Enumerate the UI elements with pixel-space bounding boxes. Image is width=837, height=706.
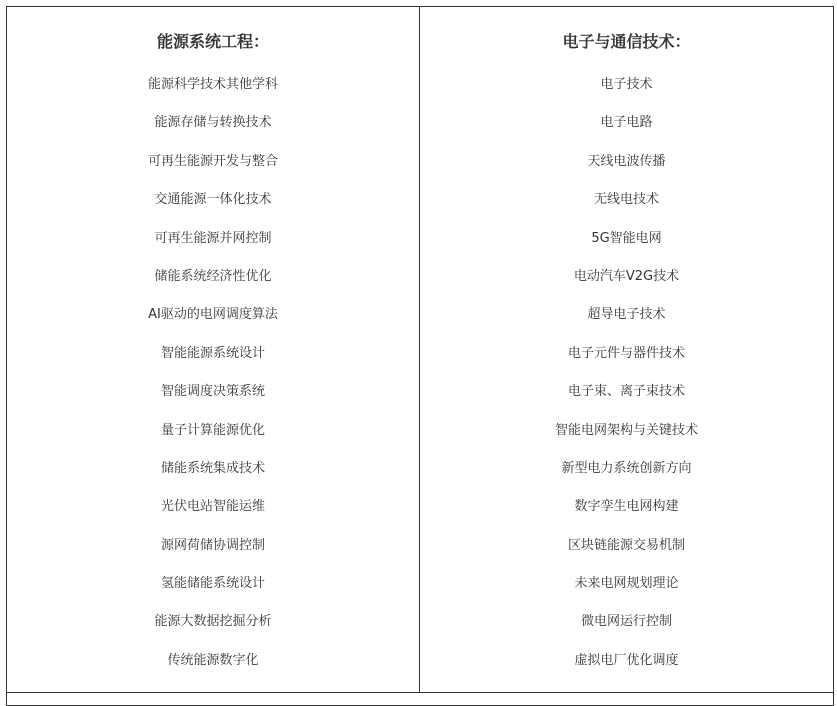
topic-item: 可再生能源并网控制 <box>154 230 272 246</box>
energy-systems-column <box>7 7 420 693</box>
topic-item: 5G智能电网 <box>591 230 662 246</box>
electronics-communication-column <box>420 7 834 693</box>
topic-item: 电子电路 <box>600 115 653 131</box>
topic-item: 无线电技术 <box>593 192 659 208</box>
topic-item: 储能系统经济性优化 <box>154 268 272 284</box>
topic-item: 可再生能源开发与整合 <box>147 153 278 169</box>
topic-item: 能源大数据挖掘分析 <box>154 614 272 630</box>
topic-item: 数字孪生电网构建 <box>574 499 679 515</box>
topic-item: 智能电网架构与关键技术 <box>554 422 698 438</box>
energy-systems-topic-list <box>7 66 419 680</box>
topic-item: 能源科学技术其他学科 <box>147 77 278 92</box>
topic-item: 光伏电站智能运维 <box>160 499 265 515</box>
topic-item: 源网荷储协调控制 <box>160 537 265 553</box>
topic-item: 量子计算能源优化 <box>160 422 265 438</box>
topic-item: 传统能源数字化 <box>167 652 259 668</box>
topic-item: 新型电力系统创新方向 <box>561 460 692 476</box>
electronics-communication-heading: 电子与通信技术： <box>562 32 691 51</box>
topics-table <box>6 6 834 706</box>
topic-item: 智能调度决策系统 <box>160 384 265 400</box>
energy-systems-heading: 能源系统工程： <box>156 32 269 51</box>
electronics-communication-topic-list <box>420 66 833 680</box>
topic-item: 氢能储能系统设计 <box>160 576 265 592</box>
topic-item: 虚拟电厂优化调度 <box>574 652 679 668</box>
topics-row <box>7 7 834 693</box>
topic-item: AI驱动的电网调度算法 <box>148 307 278 323</box>
topic-item: 电子束、离子束技术 <box>567 384 685 400</box>
topic-item: 交通能源一体化技术 <box>154 192 272 208</box>
topic-item: 电动汽车V2G技术 <box>573 268 680 284</box>
topic-item: 能源存储与转换技术 <box>154 115 272 131</box>
topics-bottom-row <box>7 693 834 706</box>
topic-item: 智能能源系统设计 <box>160 345 265 361</box>
topic-item: 天线电波传播 <box>587 153 666 169</box>
bottom-cell <box>7 693 834 706</box>
topic-item: 超导电子技术 <box>587 307 666 323</box>
topic-item: 电子元件与器件技术 <box>567 345 685 361</box>
topic-item: 储能系统集成技术 <box>160 460 265 476</box>
topic-item: 区块链能源交易机制 <box>567 537 685 553</box>
topic-item: 未来电网规划理论 <box>574 576 679 592</box>
topic-item: 电子技术 <box>600 77 653 92</box>
topic-item: 微电网运行控制 <box>580 614 672 630</box>
